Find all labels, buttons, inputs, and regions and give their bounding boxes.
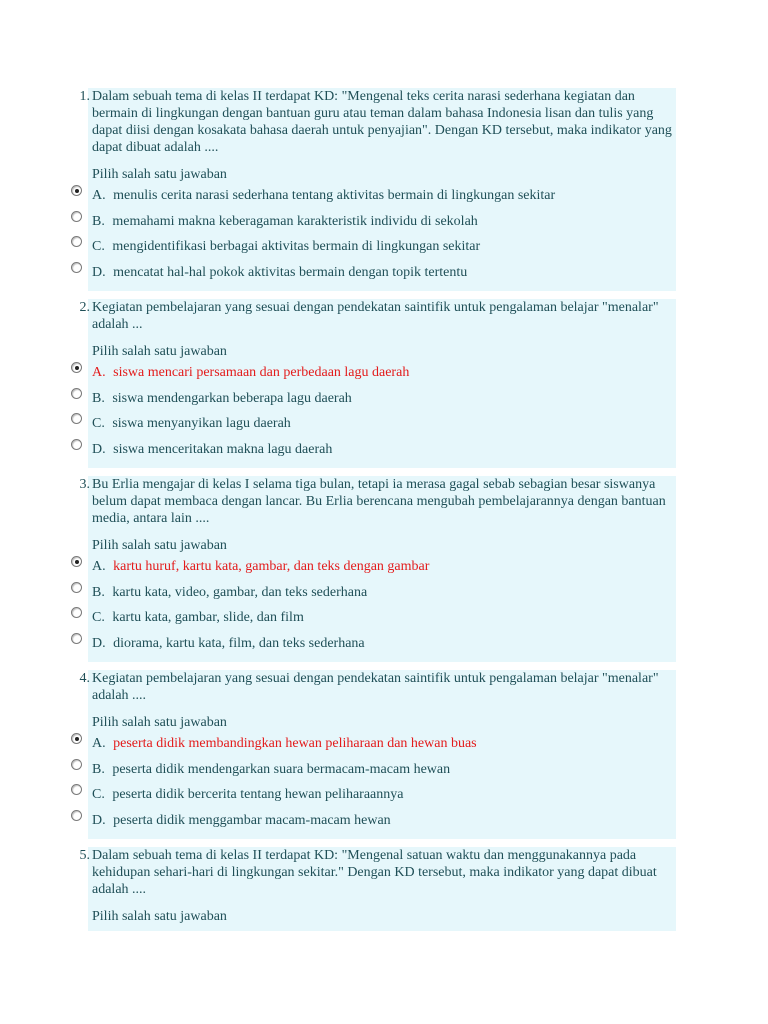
option-text: kartu kata, gambar, slide, dan film — [112, 610, 304, 625]
option-letter: C. — [92, 610, 105, 625]
option-letter: D. — [92, 264, 106, 280]
question-block — [79, 299, 676, 468]
option-letter: A. — [92, 188, 106, 203]
question-block — [79, 476, 676, 662]
radio-button[interactable] — [71, 388, 82, 399]
option-letter: C. — [92, 239, 105, 254]
radio-button[interactable] — [71, 582, 82, 593]
radio-button[interactable] — [71, 211, 82, 222]
question-text: Dalam sebuah tema di kelas II terdapat KD: "Mengenal teks cerita narasi sederhana kegiatan dan bermain di lingkungan dengan bantuan guru atau teman dalam bahasa Indonesia lisan dan tulis yang dapat diisi dengan kosakata bahasa daerah untuk penyajian". Dengan KD tersebut, maka indikator yang dapat dibuat adalah .... — [92, 89, 672, 155]
option-c[interactable] — [92, 605, 672, 631]
option-a[interactable] — [92, 554, 672, 580]
option-text: peserta didik menggambar macam-macam hewan — [113, 812, 391, 828]
question-1 — [72, 88, 676, 291]
option-b[interactable] — [92, 209, 672, 235]
radio-button[interactable] — [71, 413, 82, 424]
option-d[interactable] — [92, 437, 672, 463]
radio-button-checked[interactable] — [71, 185, 82, 196]
question-text: Bu Erlia mengajar di kelas I selama tiga bulan, tetapi ia merasa gagal sebab sebagian besar siswanya belum dapat membaca dengan lancar. Bu Erlia berencana mengubah pembelajarannya dengan bantuan media, antara lain .... — [92, 477, 666, 526]
radio-button-checked[interactable] — [71, 733, 82, 744]
option-letter: A. — [92, 559, 106, 574]
radio-button[interactable] — [71, 759, 82, 770]
radio-button-checked[interactable] — [71, 362, 82, 373]
radio-button[interactable] — [71, 810, 82, 821]
option-text: mencatat hal-hal pokok aktivitas bermain dengan topik tertentu — [113, 264, 468, 280]
question-2 — [72, 299, 676, 468]
option-letter: B. — [92, 390, 105, 406]
option-text: diorama, kartu kata, film, dan teks sederhana — [113, 635, 365, 651]
answer-prompt: Pilih salah satu jawaban — [92, 538, 227, 553]
option-text: siswa menceritakan makna lagu daerah — [113, 441, 333, 457]
option-letter: B. — [92, 584, 105, 600]
answer-prompt: Pilih salah satu jawaban — [92, 909, 227, 924]
answer-prompt: Pilih salah satu jawaban — [92, 344, 227, 359]
option-c[interactable] — [92, 234, 672, 260]
question-block — [79, 88, 676, 291]
option-text: peserta didik mendengarkan suara bermacam-macam hewan — [112, 761, 451, 777]
option-b[interactable] — [92, 386, 672, 412]
quiz-page — [0, 88, 768, 931]
question-number: 4. — [79, 671, 90, 686]
option-a[interactable] — [92, 731, 672, 757]
option-letter: A. — [92, 736, 106, 751]
option-c[interactable] — [92, 782, 672, 808]
option-letter: D. — [92, 441, 106, 457]
question-text: Dalam sebuah tema di kelas II terdapat KD: "Mengenal satuan waktu dan menggunakannya pada kehidupan sehari-hari di lingkungan sekitar." Dengan KD tersebut, maka indikator yang dapat dibuat adalah .... — [92, 848, 657, 897]
question-3 — [72, 476, 676, 662]
option-text: peserta didik membandingkan hewan peliharaan dan hewan buas — [113, 736, 477, 751]
option-letter: C. — [92, 416, 105, 431]
option-text: siswa mendengarkan beberapa lagu daerah — [112, 390, 352, 406]
option-text: siswa mencari persamaan dan perbedaan lagu daerah — [113, 365, 410, 380]
question-5 — [72, 847, 676, 931]
option-c[interactable] — [92, 411, 672, 437]
option-a[interactable] — [92, 183, 672, 209]
radio-button[interactable] — [71, 236, 82, 247]
option-a[interactable] — [92, 360, 672, 386]
question-block — [79, 670, 676, 839]
question-text: Kegiatan pembelajaran yang sesuai dengan pendekatan saintifik untuk pengalaman belajar "menalar" adalah ... — [92, 300, 659, 332]
question-number: 3. — [79, 477, 90, 492]
option-text: siswa menyanyikan lagu daerah — [112, 416, 291, 431]
answer-prompt: Pilih salah satu jawaban — [92, 715, 227, 730]
radio-button[interactable] — [71, 633, 82, 644]
question-number: 5. — [79, 848, 90, 863]
question-4 — [72, 670, 676, 839]
option-text: memahami makna keberagaman karakteristik individu di sekolah — [112, 213, 478, 229]
radio-button-checked[interactable] — [71, 556, 82, 567]
option-text: mengidentifikasi berbagai aktivitas bermain di lingkungan sekitar — [112, 239, 481, 254]
option-text: peserta didik bercerita tentang hewan peliharaannya — [112, 787, 404, 802]
radio-button[interactable] — [71, 784, 82, 795]
option-letter: D. — [92, 812, 106, 828]
option-text: kartu huruf, kartu kata, gambar, dan teks dengan gambar — [113, 559, 430, 574]
option-letter: B. — [92, 761, 105, 777]
radio-button[interactable] — [71, 439, 82, 450]
option-text: menulis cerita narasi sederhana tentang aktivitas bermain di lingkungan sekitar — [113, 188, 556, 203]
option-d[interactable] — [92, 808, 672, 834]
option-d[interactable] — [92, 631, 672, 657]
option-b[interactable] — [92, 580, 672, 606]
question-number: 2. — [79, 300, 90, 315]
option-d[interactable] — [92, 260, 672, 286]
answer-prompt: Pilih salah satu jawaban — [92, 167, 227, 182]
option-b[interactable] — [92, 757, 672, 783]
option-letter: B. — [92, 213, 105, 229]
option-text: kartu kata, video, gambar, dan teks sederhana — [112, 584, 368, 600]
radio-button[interactable] — [71, 262, 82, 273]
option-letter: A. — [92, 365, 106, 380]
question-text: Kegiatan pembelajaran yang sesuai dengan pendekatan saintifik untuk pengalaman belajar "menalar" adalah .... — [92, 671, 659, 703]
option-letter: D. — [92, 635, 106, 651]
question-number: 1. — [79, 89, 90, 104]
question-block — [79, 847, 676, 931]
radio-button[interactable] — [71, 607, 82, 618]
option-letter: C. — [92, 787, 105, 802]
